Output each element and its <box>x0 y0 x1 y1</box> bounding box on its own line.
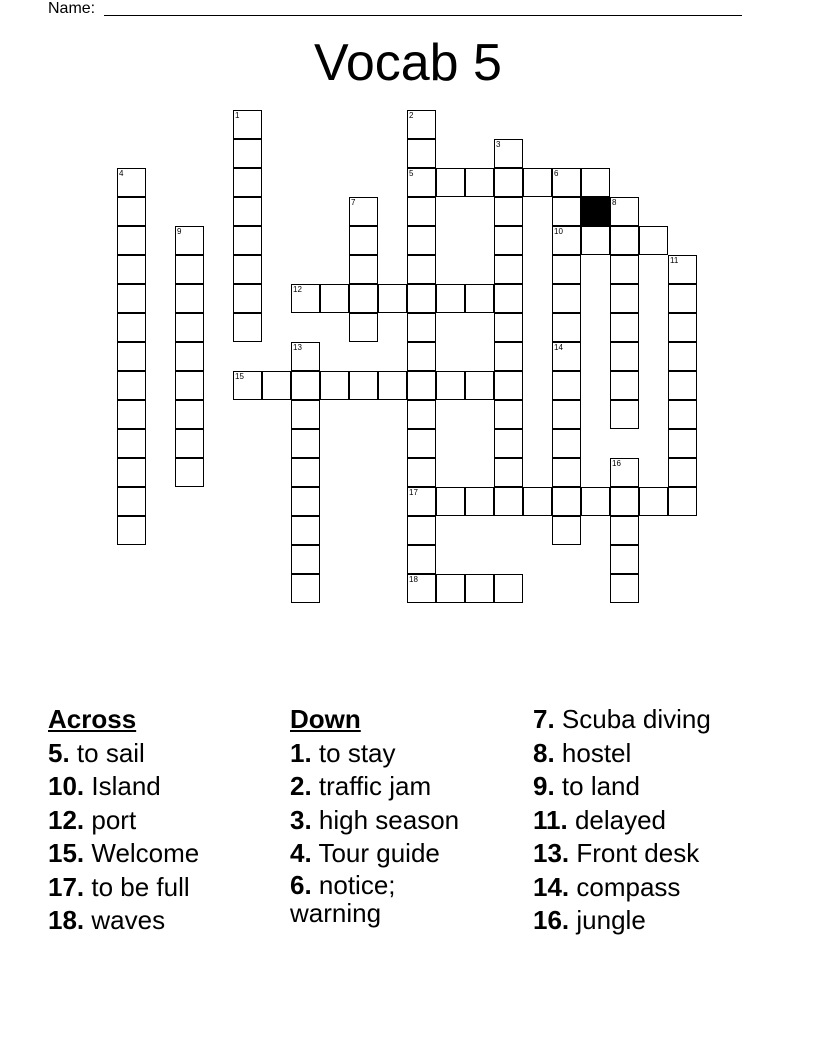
grid-cell[interactable] <box>407 313 436 342</box>
clue-number: 3 <box>496 140 501 149</box>
grid-cell[interactable] <box>494 197 523 226</box>
grid-cell[interactable] <box>494 313 523 342</box>
clue-down-16: 16. jungle <box>533 905 646 935</box>
grid-cell[interactable] <box>552 342 581 371</box>
clue-number: 13 <box>293 343 302 352</box>
grid-cell[interactable] <box>407 197 436 226</box>
grid-cell[interactable] <box>494 574 523 603</box>
grid-cell[interactable] <box>117 168 146 197</box>
name-label: Name: <box>48 0 96 17</box>
grid-cell[interactable] <box>407 545 436 574</box>
clue-number: 12 <box>293 285 302 294</box>
grid-cell[interactable] <box>175 342 204 371</box>
grid-cell[interactable] <box>552 197 581 226</box>
grid-cell[interactable] <box>668 371 697 400</box>
grid-cell[interactable] <box>639 487 668 516</box>
grid-cell[interactable] <box>233 110 262 139</box>
grid-cell[interactable] <box>349 284 378 313</box>
grid-cell[interactable] <box>117 197 146 226</box>
clue-number: 17 <box>409 488 418 497</box>
grid-cell[interactable] <box>349 197 378 226</box>
grid-cell[interactable] <box>233 313 262 342</box>
grid-cell[interactable] <box>436 168 465 197</box>
grid-cell[interactable] <box>378 371 407 400</box>
grid-cell[interactable] <box>552 168 581 197</box>
grid-cell[interactable] <box>407 284 436 313</box>
grid-cell[interactable] <box>610 458 639 487</box>
grid-cell[interactable] <box>610 197 639 226</box>
clue-number: 8 <box>612 198 617 207</box>
grid-cell[interactable] <box>233 139 262 168</box>
grid-cell[interactable] <box>668 342 697 371</box>
grid-cell[interactable] <box>233 255 262 284</box>
grid-cell[interactable] <box>494 371 523 400</box>
grid-cell[interactable] <box>407 226 436 255</box>
grid-cell[interactable] <box>610 545 639 574</box>
grid-cell[interactable] <box>610 313 639 342</box>
grid-cell[interactable] <box>465 284 494 313</box>
clue-number: 4 <box>119 169 124 178</box>
grid-cell[interactable] <box>291 545 320 574</box>
grid-cell[interactable] <box>552 487 581 516</box>
grid-cell[interactable] <box>494 429 523 458</box>
clue-down-6: 6. notice; warning <box>290 869 396 928</box>
grid-cell[interactable] <box>407 255 436 284</box>
grid-cell[interactable] <box>291 429 320 458</box>
grid-cell[interactable] <box>610 342 639 371</box>
clue-number: 10 <box>554 227 563 236</box>
blocked-cell <box>581 197 610 226</box>
grid-cell[interactable] <box>523 168 552 197</box>
clue-number: 1 <box>235 111 240 120</box>
grid-cell[interactable] <box>349 313 378 342</box>
grid-cell[interactable] <box>494 168 523 197</box>
grid-cell[interactable] <box>407 458 436 487</box>
grid-cell[interactable] <box>291 487 320 516</box>
clue-across-15: 15. Welcome <box>48 838 200 868</box>
grid-cell[interactable] <box>581 168 610 197</box>
clue-number: 9 <box>177 227 182 236</box>
grid-cell[interactable] <box>465 168 494 197</box>
grid-cell[interactable] <box>610 255 639 284</box>
grid-cell[interactable] <box>291 516 320 545</box>
clue-across-18: 18. waves <box>48 905 166 935</box>
grid-cell[interactable] <box>349 371 378 400</box>
grid-cell[interactable] <box>581 487 610 516</box>
grid-cell[interactable] <box>291 574 320 603</box>
clue-number: 2 <box>409 111 414 120</box>
grid-cell[interactable] <box>407 400 436 429</box>
grid-cell[interactable] <box>175 284 204 313</box>
grid-cell[interactable] <box>668 313 697 342</box>
grid-cell[interactable] <box>233 284 262 313</box>
clue-down-7: 7. Scuba diving <box>533 704 711 734</box>
clue-number: 7 <box>351 198 356 207</box>
grid-cell[interactable] <box>407 429 436 458</box>
clue-across-5: 5. to sail <box>48 737 145 768</box>
grid-cell[interactable] <box>117 342 146 371</box>
grid-cell[interactable] <box>291 400 320 429</box>
across-clues <box>48 703 278 938</box>
clue-down-14: 14. compass <box>533 871 681 902</box>
clue-across-10: 10. Island <box>48 771 161 801</box>
grid-cell[interactable] <box>668 487 697 516</box>
clue-number: 16 <box>612 459 621 468</box>
grid-cell[interactable] <box>320 371 349 400</box>
clue-down-4: 4. Tour guide <box>290 838 440 868</box>
grid-cell[interactable] <box>407 574 436 603</box>
grid-cell[interactable] <box>117 371 146 400</box>
grid-cell[interactable] <box>291 371 320 400</box>
grid-cell[interactable] <box>175 429 204 458</box>
grid-cell[interactable] <box>407 168 436 197</box>
grid-cell[interactable] <box>436 371 465 400</box>
grid-cell[interactable] <box>668 458 697 487</box>
grid-cell[interactable] <box>610 487 639 516</box>
grid-cell[interactable] <box>378 284 407 313</box>
grid-cell[interactable] <box>175 400 204 429</box>
grid-cell[interactable] <box>117 516 146 545</box>
grid-cell[interactable] <box>175 371 204 400</box>
grid-cell[interactable] <box>117 255 146 284</box>
grid-cell[interactable] <box>668 400 697 429</box>
grid-cell[interactable] <box>349 226 378 255</box>
grid-cell[interactable] <box>610 371 639 400</box>
clue-down-8: 8. hostel <box>533 737 632 768</box>
grid-cell[interactable] <box>436 487 465 516</box>
clue-number: 15 <box>235 372 244 381</box>
grid-cell[interactable] <box>494 400 523 429</box>
down-heading: Down <box>290 704 361 734</box>
grid-cell[interactable] <box>233 168 262 197</box>
grid-cell[interactable] <box>407 139 436 168</box>
grid-cell[interactable] <box>117 429 146 458</box>
grid-cell[interactable] <box>668 429 697 458</box>
clue-down-2: 2. traffic jam <box>290 771 432 801</box>
grid-cell[interactable] <box>291 342 320 371</box>
clue-number: 5 <box>409 169 414 178</box>
grid-cell[interactable] <box>552 429 581 458</box>
grid-cell[interactable] <box>552 284 581 313</box>
grid-cell[interactable] <box>610 516 639 545</box>
grid-cell[interactable] <box>610 574 639 603</box>
grid-cell[interactable] <box>610 226 639 255</box>
down-clues-continued <box>533 703 793 938</box>
grid-cell[interactable] <box>581 226 610 255</box>
grid-cell[interactable] <box>610 400 639 429</box>
grid-cell[interactable] <box>494 255 523 284</box>
grid-cell[interactable] <box>233 371 262 400</box>
grid-cell[interactable] <box>175 226 204 255</box>
clue-number: 6 <box>554 169 559 178</box>
clue-down-1: 1. to stay <box>290 737 396 768</box>
grid-cell[interactable] <box>407 110 436 139</box>
grid-cell[interactable] <box>610 284 639 313</box>
grid-cell[interactable] <box>407 371 436 400</box>
grid-cell[interactable] <box>291 458 320 487</box>
grid-cell[interactable] <box>349 255 378 284</box>
grid-cell[interactable] <box>552 516 581 545</box>
grid-cell[interactable] <box>407 487 436 516</box>
down-clues <box>290 703 520 927</box>
grid-cell[interactable] <box>291 284 320 313</box>
clue-down-9: 9. to land <box>533 771 640 801</box>
grid-cell[interactable] <box>494 284 523 313</box>
grid-cell[interactable] <box>175 313 204 342</box>
grid-cell[interactable] <box>465 487 494 516</box>
clue-down-11: 11. delayed <box>533 804 667 835</box>
clue-number: 11 <box>670 256 679 265</box>
clue-number: 18 <box>409 575 418 584</box>
grid-cell[interactable] <box>117 458 146 487</box>
page-title: Vocab 5 <box>314 34 502 92</box>
grid-cell[interactable] <box>117 284 146 313</box>
grid-cell[interactable] <box>407 342 436 371</box>
grid-cell[interactable] <box>494 487 523 516</box>
grid-cell[interactable] <box>494 226 523 255</box>
grid-cell[interactable] <box>494 458 523 487</box>
grid-cell[interactable] <box>320 284 349 313</box>
grid-cell[interactable] <box>407 516 436 545</box>
clue-down-3: 3. high season <box>290 804 460 835</box>
grid-cell[interactable] <box>175 458 204 487</box>
grid-cell[interactable] <box>117 313 146 342</box>
grid-cell[interactable] <box>552 400 581 429</box>
grid-cell[interactable] <box>175 255 204 284</box>
across-heading: Across <box>48 704 137 734</box>
grid-cell[interactable] <box>552 371 581 400</box>
grid-cell[interactable] <box>494 139 523 168</box>
grid-cell[interactable] <box>465 371 494 400</box>
grid-cell[interactable] <box>552 313 581 342</box>
clue-down-13: 13. Front desk <box>533 838 700 868</box>
grid-cell[interactable] <box>523 487 552 516</box>
grid-cell[interactable] <box>233 226 262 255</box>
grid-cell[interactable] <box>668 284 697 313</box>
grid-cell[interactable] <box>494 342 523 371</box>
grid-cell[interactable] <box>117 226 146 255</box>
grid-cell[interactable] <box>552 458 581 487</box>
grid-cell[interactable] <box>436 284 465 313</box>
grid-cell[interactable] <box>262 371 291 400</box>
clue-across-12: 12. port <box>48 804 137 835</box>
grid-cell[interactable] <box>233 197 262 226</box>
grid-cell[interactable] <box>552 226 581 255</box>
grid-cell[interactable] <box>639 226 668 255</box>
grid-cell[interactable] <box>117 487 146 516</box>
grid-cell[interactable] <box>465 574 494 603</box>
grid-cell[interactable] <box>552 255 581 284</box>
grid-cell[interactable] <box>117 400 146 429</box>
grid-cell[interactable] <box>668 255 697 284</box>
grid-cell[interactable] <box>436 574 465 603</box>
clue-across-17: 17. to be full <box>48 871 190 902</box>
clue-number: 14 <box>554 343 563 352</box>
